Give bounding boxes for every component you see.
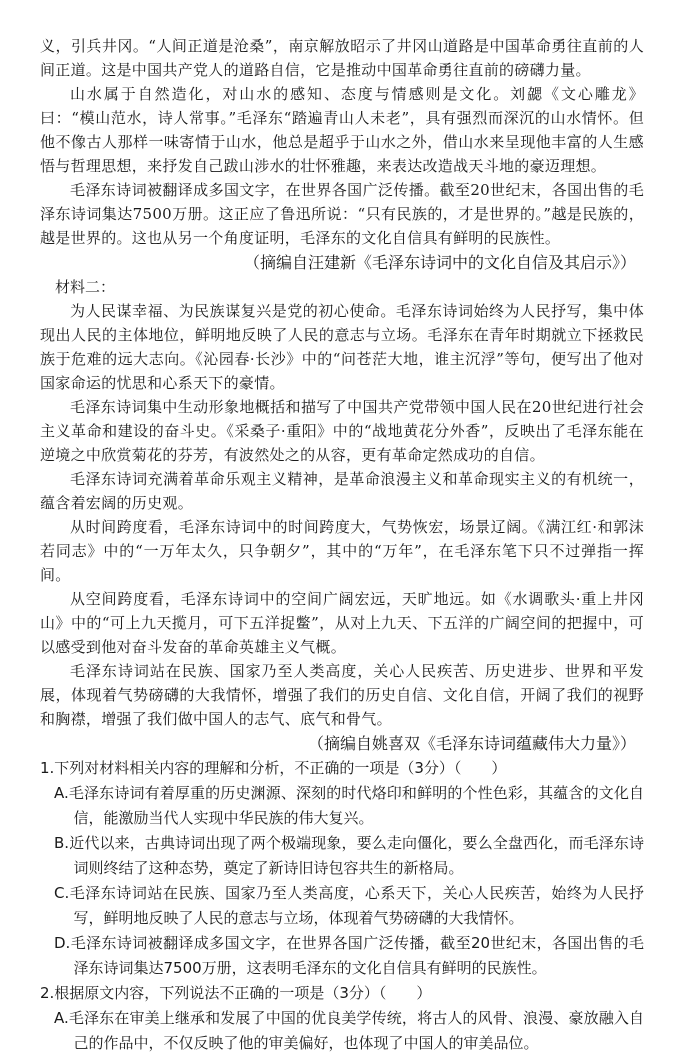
- question-1: [40, 756, 644, 981]
- option-a: A.毛泽东在审美上继承和发展了中国的优良美学传统，将古人的风骨、浪漫、豪放融入自己的作品中，不仅反映了他的审美偏好，也体现了中国人的审美品位。: [54, 1009, 644, 1052]
- exam-page: [40, 34, 644, 1056]
- source-citation: （摘编自姚喜双《毛泽东诗词蕴藏伟大力量》）: [307, 734, 636, 753]
- question-2: [40, 981, 644, 1056]
- passage-paragraph: 从空间跨度看，毛泽东诗词中的空间广阔宏远，天旷地远。如《水调歌头·重上井冈山》中的“可上九天揽月，可下五洋捉鳖”，从对上九天、下五洋的广阔空间的把握中，可以感受到他对奋斗发奋的革命英雄主义气概。: [40, 590, 644, 656]
- passage-paragraph: 毛泽东诗词站在民族、国家乃至人类高度，关心人民疾苦、历史进步、世界和平发展，体现着气势磅礴的大我情怀，增强了我们的历史自信、文化自信，开阔了我们的视野和胸襟，增强了我们做中国人的志气、底气和骨气。: [40, 662, 644, 728]
- option-c: C.毛泽东诗词站在民族、国家乃至人类高度，心系天下，关心人民疾苦，始终为人民抒写，鲜明地反映了人民的意志与立场，体现着气势磅礴的大我情怀。: [54, 884, 644, 927]
- question-stem: 1.下列对材料相关内容的理解和分析，不正确的一项是（3分）（ ）: [40, 759, 507, 777]
- passage-paragraph: 毛泽东诗词被翻译成多国文字，在世界各国广泛传播。截至20世纪末，各国出售的毛泽东诗词集达7500万册。这正应了鲁迅所说：“只有民族的，才是世界的。”越是民族的，越是世界的。这也从另一个角度证明，毛泽东的文化自信具有鲜明的民族性。: [40, 181, 644, 247]
- passage-paragraph: 为人民谋幸福、为民族谋复兴是党的初心使命。毛泽东诗词始终为人民抒写，集中体现出人民的主体地位，鲜明地反映了人民的意志与立场。毛泽东在青年时期就立下拯救民族于危难的远大志向。《沁园春·长沙》中的“问苍茫大地，谁主沉浮”等句，便写出了他对国家命运的忧思和心系天下的豪情。: [40, 302, 644, 392]
- passage-paragraph: 从时间跨度看，毛泽东诗词中的时间跨度大，气势恢宏，场景辽阔。《满江红·和郭沫若同志》中的“一万年太久，只争朝夕”，其中的“万年”，在毛泽东笔下只不过弹指一挥间。: [40, 518, 644, 584]
- passage-paragraph: 义，引兵井冈。“人间正道是沧桑”，南京解放昭示了井冈山道路是中国革命勇往直前的人间正道。这是中国共产党人的道路自信，它是推动中国革命勇往直前的磅礴力量。: [40, 37, 644, 79]
- material-one-section: [40, 34, 644, 275]
- material-two-section: [40, 275, 644, 756]
- option-d: D.毛泽东诗词被翻译成多国文字，在世界各国广泛传播，截至20世纪末，各国出售的毛泽东诗词集达7500万册，这表明毛泽东的文化自信具有鲜明的民族性。: [54, 934, 644, 977]
- question-stem: 2.根据原文内容，下列说法不正确的一项是（3分）（ ）: [40, 984, 432, 1002]
- passage-paragraph: 毛泽东诗词集中生动形象地概括和描写了中国共产党带领中国人民在20世纪进行社会主义革命和建设的奋斗史。《采桑子·重阳》中的“战地黄花分外香”，反映出了毛泽东能在逆境之中欣赏菊花的芬芳，有波然处之的从容，更有革命定然成功的自信。: [40, 398, 644, 464]
- option-a: A.毛泽东诗词有着厚重的历史渊源、深刻的时代烙印和鲜明的个性色彩，其蕴含的文化自信，能激励当代人实现中华民族的伟大复兴。: [54, 784, 644, 827]
- source-citation: （摘编自汪建新《毛泽东诗词中的文化自信及其启示》）: [243, 253, 636, 272]
- option-b: B.近代以来，古典诗词出现了两个极端现象，要么走向僵化，要么全盘西化，而毛泽东诗词则终结了这种态势，奠定了新诗旧诗包容共生的新格局。: [54, 834, 644, 877]
- material-heading: 材料二：: [55, 278, 116, 296]
- passage-paragraph: 毛泽东诗词充满着革命乐观主义精神，是革命浪漫主义和革命现实主义的有机统一，蕴含着宏阔的历史观。: [40, 470, 644, 512]
- passage-paragraph: 山水属于自然造化，对山水的感知、态度与情感则是文化。刘勰《文心雕龙》曰：“模山范水，诗人常事。”毛泽东“踏遍青山人未老”，具有强烈而深沉的山水情怀。但他不像古人那样一味寄情于山水，他总是超乎于山水之外，借山水来呈现他丰富的人生感悟与哲理思想，来抒发自己跋山涉水的壮怀雅趣，来表达改造战天斗地的豪迈理想。: [40, 85, 644, 175]
